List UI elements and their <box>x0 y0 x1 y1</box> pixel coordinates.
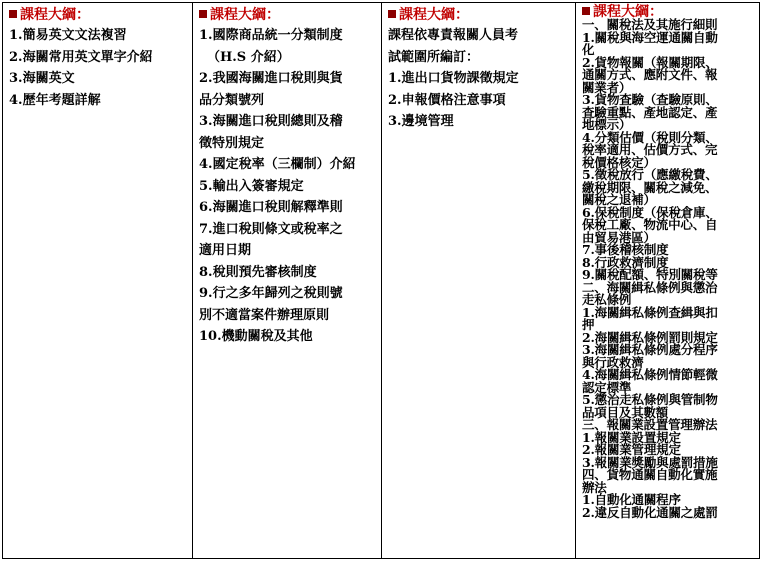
list-item: 1.自動化通關程序 <box>582 492 681 507</box>
list-item: 三、報關業設置管理辦法 <box>582 417 718 432</box>
list-item: （H.S 介紹） <box>207 49 290 65</box>
list-item: 辦法 <box>582 479 607 495</box>
list-item: 品分類號列 <box>199 92 265 108</box>
square-bullet-icon <box>388 10 396 18</box>
section-heading: 課程大綱： <box>582 6 754 19</box>
syllabus-table <box>2 2 760 559</box>
list-item: 稅價格核定） <box>582 154 656 170</box>
list-item: 別不適當案件辦理原則 <box>199 307 330 323</box>
cell-customs-law <box>576 3 760 559</box>
list-item: 5.徵稅放行（應繳稅費、 <box>582 167 718 182</box>
list-item: 徵特別規定 <box>199 135 265 151</box>
intro-text: 課程依專責報關人員考 <box>388 28 519 43</box>
list-item: 2.海關常用英文單字介紹 <box>9 49 153 65</box>
list-item: 二、海關緝私條例與懲治 <box>582 279 718 295</box>
list-item: 7.進口稅則條文或稅率之 <box>199 221 343 237</box>
list-item: 關稅之退補） <box>582 192 656 207</box>
list-item: 1.報關業設置規定 <box>582 429 681 445</box>
list-item: 一、關稅法及其施行細則 <box>582 17 718 32</box>
section-heading: 課程大綱： <box>199 6 376 25</box>
list-item: 10.機動關稅及其他 <box>199 329 313 344</box>
list-item: 地標示） <box>582 117 632 132</box>
list-item: 3.海關緝私條例處分程序 <box>582 342 718 357</box>
list-item: 關業者） <box>582 79 632 95</box>
intro-text: 試範圍所編訂： <box>388 49 480 65</box>
list-item: 押 <box>582 317 595 332</box>
list-item: 查驗重點、產地認定、產 <box>582 104 718 120</box>
cell-customs-practice <box>382 3 576 559</box>
list-item: 5.輸出入簽審規定 <box>199 178 304 194</box>
list-item: 2.貨物報關（報關期限、 <box>582 54 718 70</box>
list-item: 3.貨物查驗（查驗原則、 <box>582 92 718 107</box>
list-item: 化 <box>582 42 595 57</box>
list-item: 9.關稅配額、特別關稅等 <box>582 267 718 282</box>
list-item: 8.行政救濟制度 <box>582 254 669 270</box>
list-item: 四、貨物通關自動化實施 <box>582 467 718 482</box>
list-item: 8.稅則預先審核制度 <box>199 264 317 280</box>
list-item: 稅率適用、估價方式、完 <box>582 142 718 157</box>
law-outline <box>582 19 754 519</box>
list-item: 7.事後稽核制度 <box>582 242 669 257</box>
square-bullet-icon <box>9 10 17 18</box>
list-item: 4.國定稅率（三欄制）介紹 <box>199 157 356 172</box>
list-item: 3.邊境管理 <box>388 114 454 129</box>
list-item: 6.保稅制度（保稅倉庫、 <box>582 204 718 220</box>
list-item: 品項目及其數額 <box>582 404 669 420</box>
list-item: 1.簡易英文文法複習 <box>9 28 127 43</box>
list-item: 1.關稅與海空運通關自動 <box>582 29 718 45</box>
list-item: 保稅工廠、物流中心、自 <box>582 217 718 232</box>
list-item: 2.海關緝私條例罰則規定 <box>582 329 718 345</box>
list-item: 1.進出口貨物課徵規定 <box>388 71 519 86</box>
list-item: 通關方式、應附文件、報 <box>582 67 718 82</box>
cell-tariff <box>193 3 382 559</box>
list-item: 3.海關進口稅則總則及稽 <box>199 114 343 129</box>
list-item: 9.行之多年歸列之稅則號 <box>199 286 343 301</box>
list-item: 由貿易港區） <box>582 229 656 245</box>
list-item: 2.報關業管理規定 <box>582 442 681 457</box>
list-item: 4.海關緝私條例情節輕微 <box>582 367 718 382</box>
list-item: 5.懲治走私條例與管制物 <box>582 392 718 407</box>
section-heading: 課程大綱： <box>388 6 570 25</box>
list-item: 走私條例 <box>582 292 632 307</box>
list-item: 6.海關進口稅則解釋準則 <box>199 200 343 215</box>
list-item: 認定標準 <box>582 379 632 395</box>
list-item: 2.申報價格注意事項 <box>388 92 506 108</box>
cell-english <box>3 3 193 559</box>
list-item: 繳稅期限、關稅之減免、 <box>582 179 718 195</box>
square-bullet-icon <box>199 10 207 18</box>
list-item: 適用日期 <box>199 243 252 258</box>
list-item: 1.國際商品統一分類制度 <box>199 28 343 43</box>
list-item: 4.歷年考題詳解 <box>9 92 101 108</box>
list-item: 2.我國海關進口稅則與貨 <box>199 71 343 86</box>
table-row <box>3 3 760 559</box>
list-item: 1.海關緝私條例查緝與扣 <box>582 304 718 320</box>
square-bullet-icon <box>582 7 590 15</box>
list-item: 與行政救濟 <box>582 354 644 370</box>
list-item: 3.報關業獎勵與處罰措施 <box>582 454 718 470</box>
section-heading: 課程大綱： <box>9 6 187 25</box>
list-item: 4.分類估價（稅則分類、 <box>582 129 718 145</box>
list-item: 3.海關英文 <box>9 71 75 86</box>
list-item: 2.違反自動化通關之處罰 <box>582 504 718 520</box>
